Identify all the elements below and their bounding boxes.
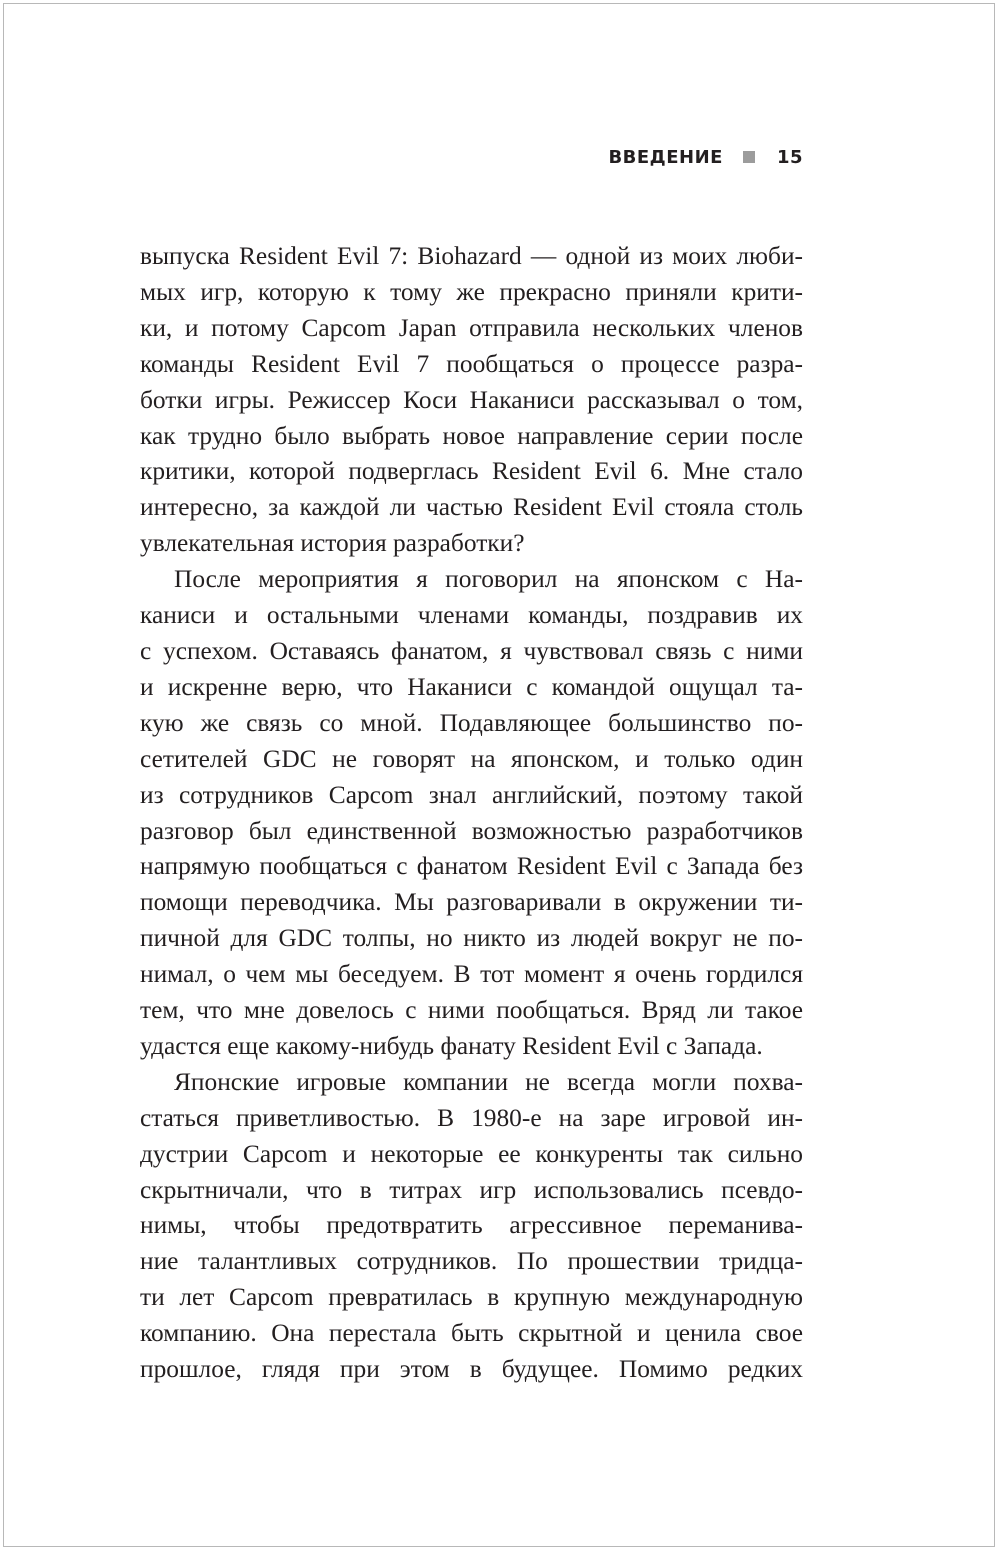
text-line: критики, которой подверглась Resident Evil 6. Мне стало xyxy=(140,457,803,486)
text-line: ние талантливых сотрудников. По прошествии тридца- xyxy=(140,1247,803,1276)
text-line: как трудно было выбрать новое направление серии после xyxy=(140,421,803,450)
text-line: кую же связь со мной. Подавляющее большинство по- xyxy=(140,708,803,737)
text-line: Японские игровые компании не всегда могли похва- xyxy=(174,1067,803,1096)
text-line: мых игр, которую к тому же прекрасно приняли крити- xyxy=(140,277,803,306)
text-line: ботки игры. Режиссер Коси Наканиси рассказывал о том, xyxy=(140,385,803,414)
text-line: помощи переводчика. Мы разговаривали в окружении ти- xyxy=(140,888,803,917)
text-line: ти лет Capcom превратилась в крупную международную xyxy=(140,1283,803,1312)
text-line: статься приветливостью. В 1980-е на заре игровой ин- xyxy=(140,1103,803,1132)
text-line: увлекательная история разработки? xyxy=(140,529,525,558)
text-line: выпуска Resident Evil 7: Biohazard — одной из моих люби- xyxy=(140,242,803,270)
text-line: нимал, о чем мы беседуем. В тот момент я очень гордился xyxy=(140,960,803,989)
page-number: 15 xyxy=(776,146,803,168)
body-text xyxy=(140,239,803,1388)
text-line: После мероприятия я поговорил на японском с На- xyxy=(174,565,803,594)
text-line: скрытничали, что в титрах игр использовались псевдо- xyxy=(140,1175,803,1204)
text-line: ки, и потому Capcom Japan отправила нескольких членов xyxy=(140,313,803,342)
text-line: интересно, за каждой ли частью Resident Evil стояла столь xyxy=(140,493,803,522)
text-line: команды Resident Evil 7 пообщаться о процессе разра- xyxy=(140,349,803,378)
text-line: удастся еще какому-нибудь фанату Resident Evil с Запада. xyxy=(140,1031,763,1060)
text-line: пичной для GDC толпы, но никто из людей вокруг не по- xyxy=(140,924,803,953)
text-line: каниси и остальными членами команды, поздравив их xyxy=(140,601,803,630)
text-line: и искренне верю, что Наканиси с командой ощущал та- xyxy=(140,672,803,701)
running-header xyxy=(140,143,803,171)
header-separator-square xyxy=(743,151,755,163)
text-line: сетителей GDC не говорят на японском, и только один xyxy=(140,744,803,773)
text-line: компанию. Она перестала быть скрытной и ценила свое xyxy=(140,1319,803,1348)
text-line: разговор был единственной возможностью разработчиков xyxy=(140,816,803,845)
text-line: тем, что мне довелось с ними пообщаться. Вряд ли такое xyxy=(140,996,803,1025)
section-title: ВВЕДЕНИЕ xyxy=(608,146,723,168)
text-line: прошлое, глядя при этом в будущее. Помимо редких xyxy=(140,1355,803,1384)
text-line: из сотрудников Capcom знал английский, поэтому такой xyxy=(140,780,803,809)
text-line: нимы, чтобы предотвратить агрессивное переманива- xyxy=(140,1211,803,1240)
text-line: дустрии Capcom и некоторые ее конкуренты так сильно xyxy=(140,1139,803,1168)
text-line: напрямую пообщаться с фанатом Resident Evil с Запада без xyxy=(140,852,803,881)
text-line: с успехом. Оставаясь фанатом, я чувствовал связь с ними xyxy=(140,636,803,665)
